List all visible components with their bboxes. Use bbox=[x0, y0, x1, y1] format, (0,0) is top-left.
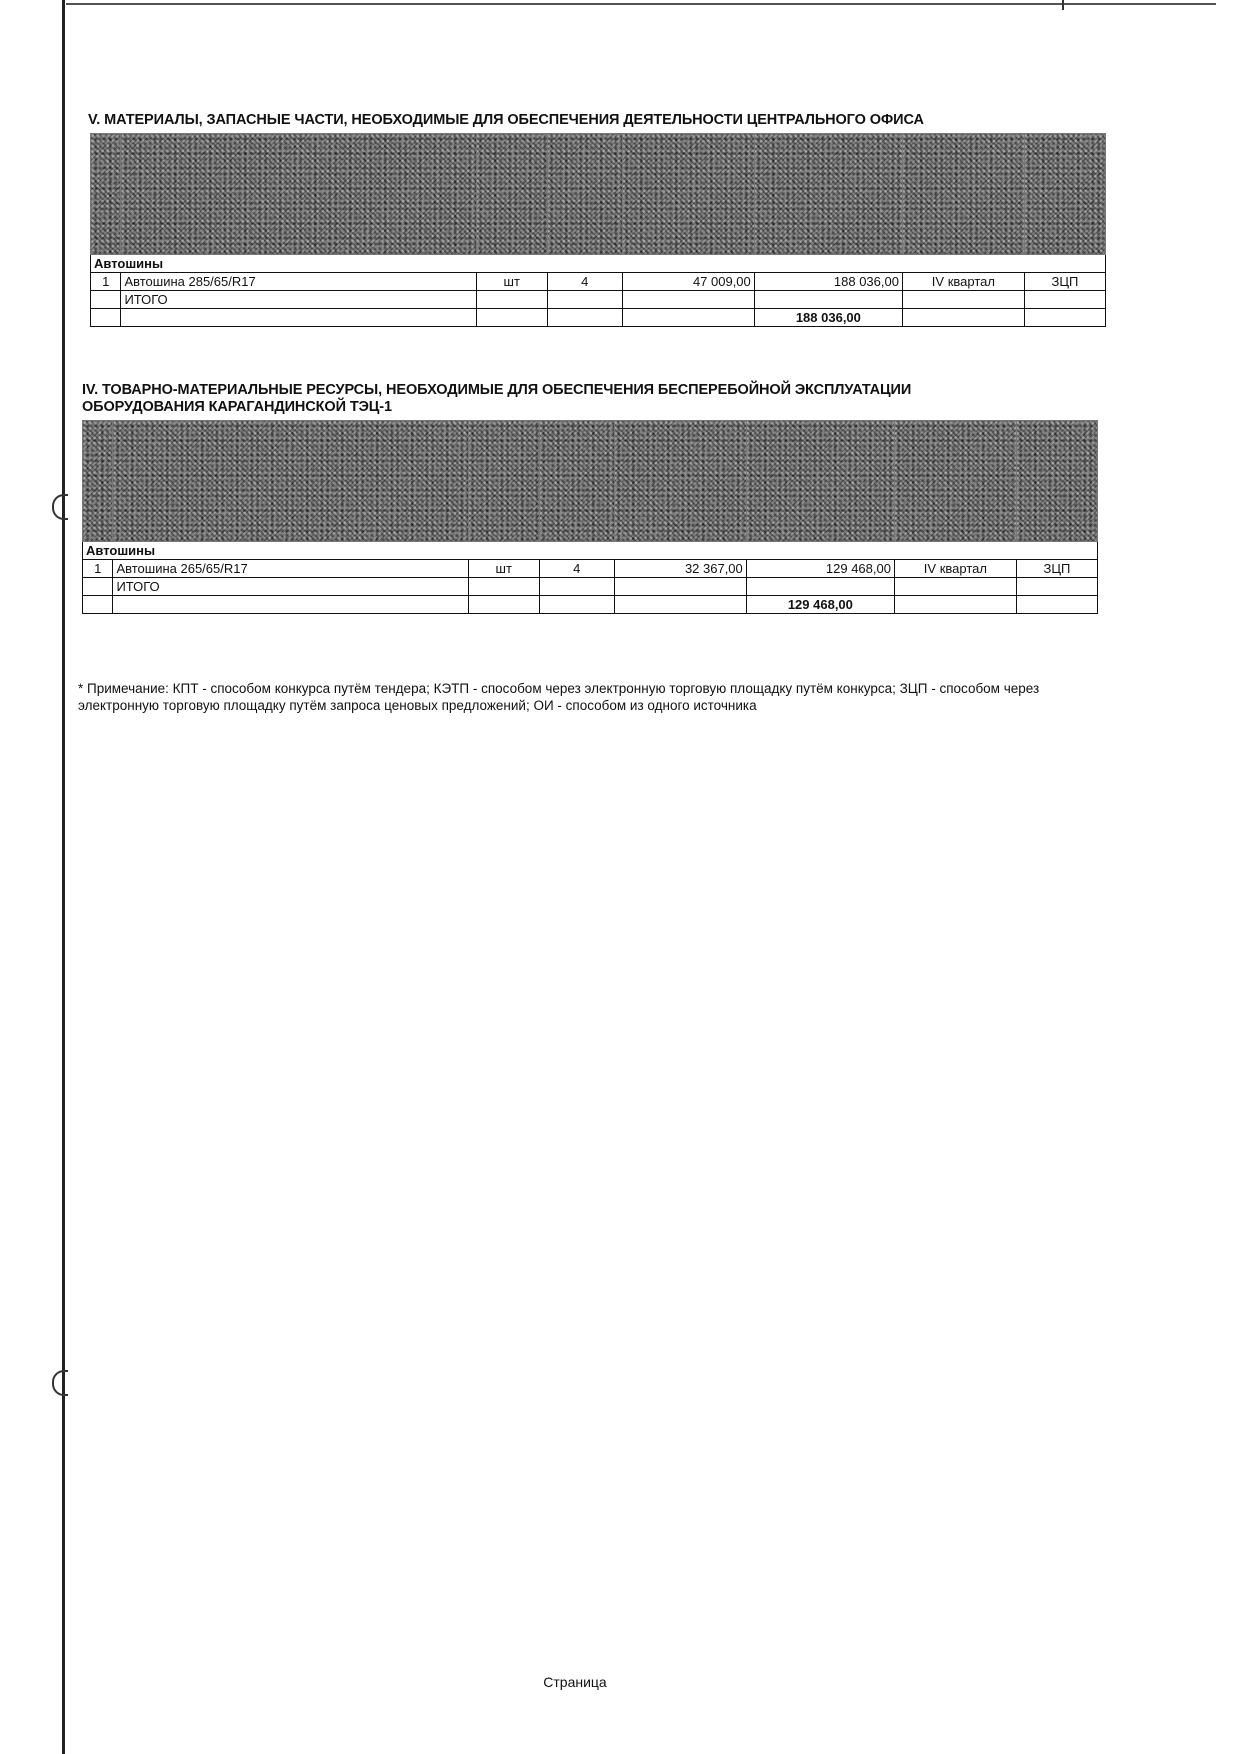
item-period: IV квартал bbox=[902, 273, 1024, 291]
total-label: ИТОГО bbox=[121, 291, 476, 309]
punch-hole-mark bbox=[52, 1370, 68, 1396]
item-method: ЗЦП bbox=[1024, 273, 1105, 291]
table-header-row-obscured bbox=[83, 421, 1098, 542]
item-name: Автошина 265/65/R17 bbox=[113, 560, 468, 578]
category-row bbox=[83, 542, 1098, 560]
punch-hole-mark bbox=[52, 494, 68, 520]
item-price: 47 009,00 bbox=[622, 273, 754, 291]
scan-border-left bbox=[62, 0, 65, 1754]
item-unit: шт bbox=[468, 560, 539, 578]
row-number: 1 bbox=[83, 560, 113, 578]
item-price: 32 367,00 bbox=[614, 560, 746, 578]
category-row bbox=[91, 255, 1106, 273]
category-label: Автошины bbox=[91, 255, 1106, 273]
row-number: 1 bbox=[91, 273, 121, 291]
scan-border-top bbox=[66, 3, 1216, 5]
item-name: Автошина 285/65/R17 bbox=[121, 273, 476, 291]
table-row bbox=[83, 560, 1098, 578]
item-quantity: 4 bbox=[539, 560, 614, 578]
total-label-row bbox=[83, 578, 1098, 596]
scan-mark bbox=[1062, 0, 1064, 10]
item-period: IV квартал bbox=[894, 560, 1016, 578]
resources-table bbox=[82, 420, 1098, 614]
total-value: 188 036,00 bbox=[754, 309, 902, 327]
total-row bbox=[83, 596, 1098, 614]
table-header-row-obscured bbox=[91, 134, 1106, 255]
section-resources-tec1 bbox=[82, 382, 1112, 614]
total-label: ИТОГО bbox=[113, 578, 468, 596]
total-row bbox=[91, 309, 1106, 327]
page-footer: Страница bbox=[543, 1674, 607, 1690]
category-label: Автошины bbox=[83, 542, 1098, 560]
item-method: ЗЦП bbox=[1016, 560, 1097, 578]
total-value: 129 468,00 bbox=[746, 596, 894, 614]
section-title: IV. ТОВАРНО-МАТЕРИАЛЬНЫЕ РЕСУРСЫ, НЕОБХОДИМЫЕ ДЛЯ ОБЕСПЕЧЕНИЯ БЕСПЕРЕБОЙНОЙ ЭКСПЛУАТАЦИИ ОБОРУДОВАНИЯ КАРАГАНДИНСКОЙ ТЭЦ-1 bbox=[82, 382, 912, 415]
table-row bbox=[91, 273, 1106, 291]
item-sum: 129 468,00 bbox=[746, 560, 894, 578]
section-title: V. МАТЕРИАЛЫ, ЗАПАСНЫЕ ЧАСТИ, НЕОБХОДИМЫЕ ДЛЯ ОБЕСПЕЧЕНИЯ ДЕЯТЕЛЬНОСТИ ЦЕНТРАЛЬНОГО ОФИСА bbox=[88, 112, 924, 128]
section-materials-office bbox=[88, 112, 1118, 327]
item-sum: 188 036,00 bbox=[754, 273, 902, 291]
procurement-method-note: * Примечание: КПТ - способом конкурса путём тендера; КЭТП - способом через электронную торговую площадку путём конкурса; ЗЦП - способом через электронную торговую площадку путём запроса ценовых предложений; ОИ - способом из одного источника bbox=[78, 681, 1040, 713]
item-quantity: 4 bbox=[547, 273, 622, 291]
item-unit: шт bbox=[476, 273, 547, 291]
total-label-row bbox=[91, 291, 1106, 309]
materials-table bbox=[90, 133, 1106, 327]
